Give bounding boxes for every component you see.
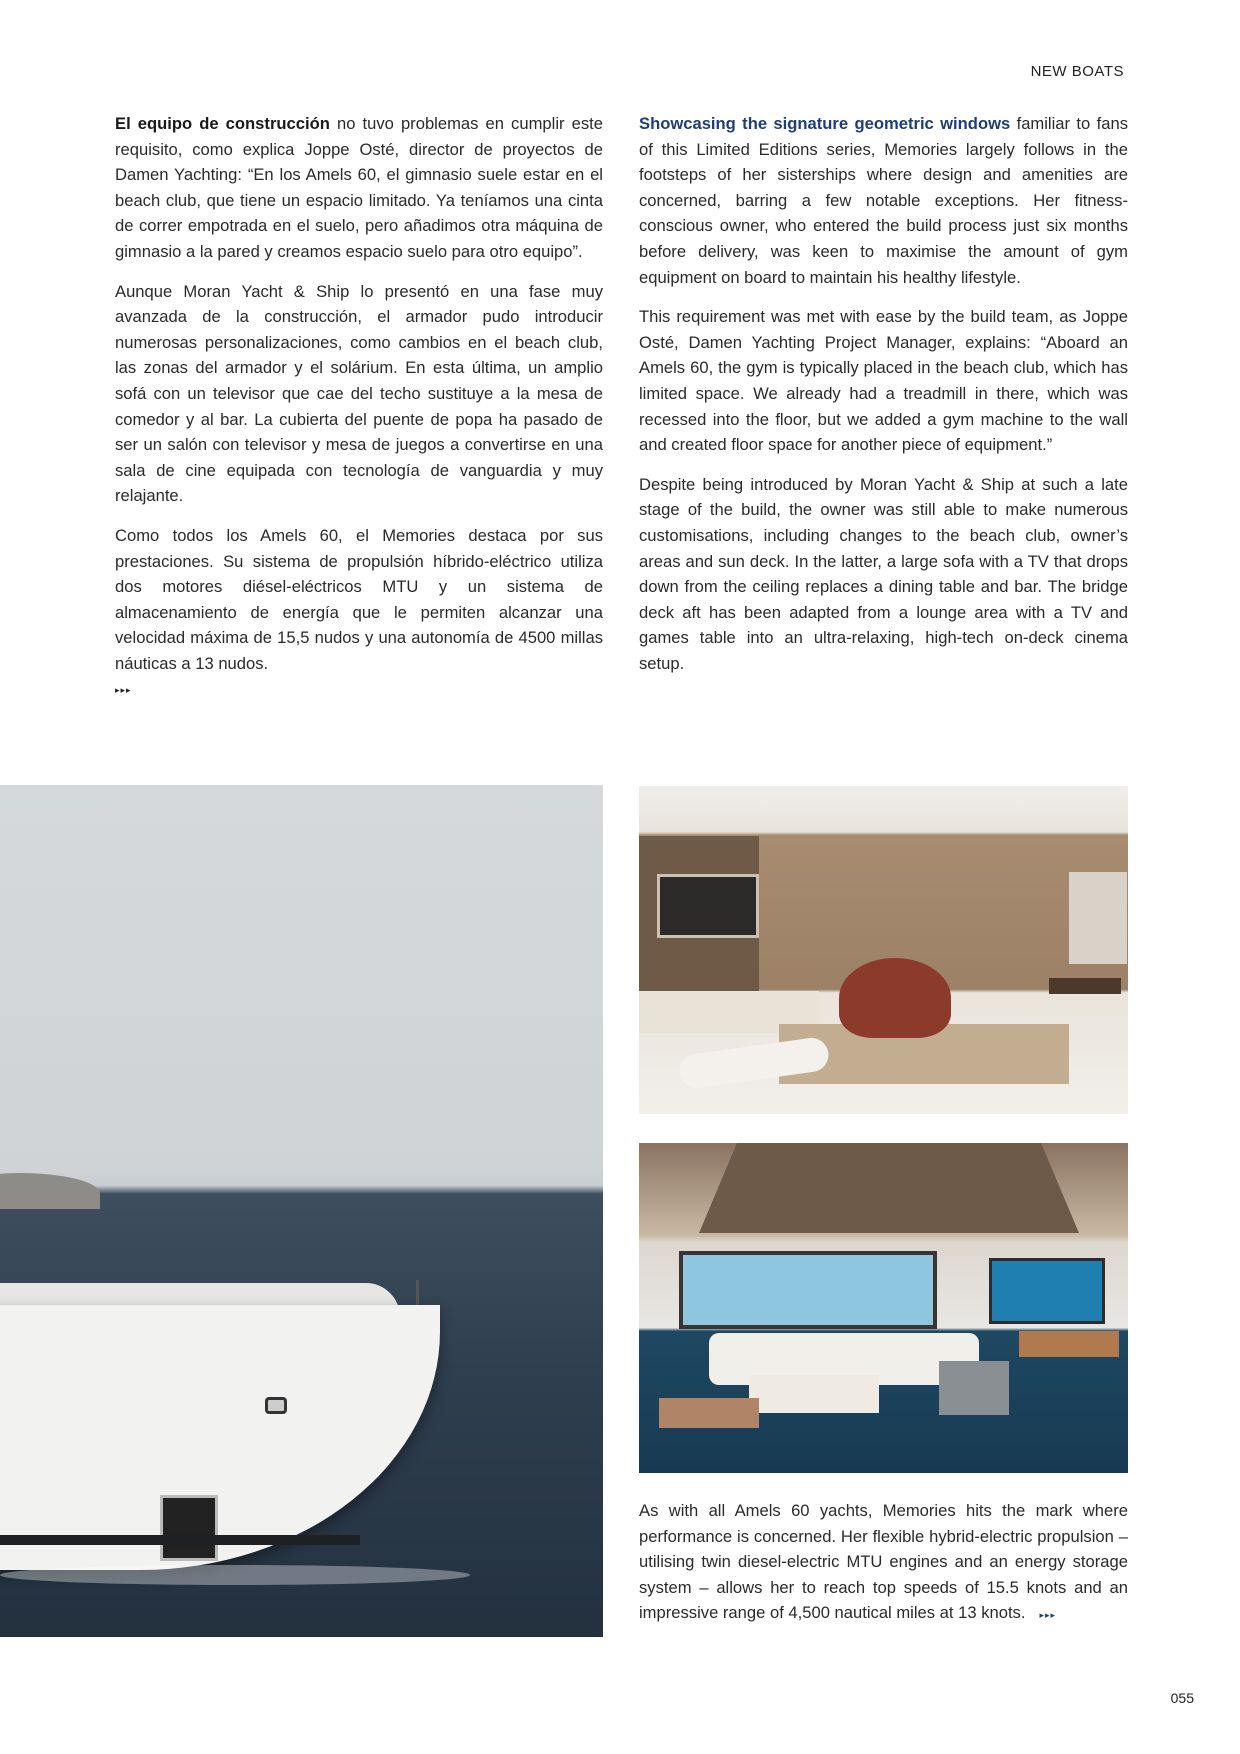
ceiling-panel — [699, 1143, 1079, 1233]
wall-screen — [989, 1258, 1105, 1324]
panoramic-windows — [679, 1251, 937, 1329]
interior-photo-gym-lounge — [639, 786, 1128, 1114]
english-paragraph-2: This requirement was met with ease by the build team, as Joppe Osté, Damen Yachting Project Manager, explains: “Aboard an Amels 60, the gym is typically placed in the beach club, which has limited space. We already had a treadmill in there, which was recessed into the floor, but we added a gym machine to the wall and created floor space for another piece of equipment.” — [639, 307, 1128, 455]
english-lead: Showcasing the signature geometric windows — [639, 114, 1011, 133]
spanish-p1-text: no tuvo problemas en cumplir este requisito, como explica Joppe Osté, director de proyectos de Damen Yachting: “En los Amels 60, el gimnasio suele estar en el beach club, que tiene un espacio limitado. Ya teníamos una cinta de correr empotrada en el suelo, pero añadimos otra máquina de gimnasio a la pared y creamos espacio suelo para otro equipo”. — [115, 114, 603, 261]
english-p4-text: As with all Amels 60 yachts, Memories hits the mark where performance is concerned. Her flexible hybrid-electric propulsion – utilising twin diesel-electric MTU engines and an energy storage system – allows her to reach top speeds of 15.5 knots and an impressive range of 4,500 nautical miles at 13 knots. — [639, 1501, 1128, 1623]
yacht-hull — [0, 1305, 440, 1570]
continue-arrows-icon: ▸▸▸ — [1039, 1610, 1057, 1621]
continue-arrows-icon: ▸▸▸ — [115, 685, 132, 696]
wake — [0, 1565, 470, 1585]
english-paragraph-4 — [639, 1498, 1128, 1629]
spanish-paragraph-1 — [115, 111, 603, 265]
spanish-column — [115, 111, 603, 704]
hull-stripe — [0, 1535, 360, 1545]
spanish-paragraph-2: Aunque Moran Yacht & Ship lo presentó en una fase muy avanzada de la construcción, el armador pudo introducir numerosas personalizaciones, como cambios en el beach club, las zonas del armador y el solárium. En esta última, un amplio sofá con un televisor que cae del techo sustituye a la mesa de comedor y al bar. La cubierta del puente de popa ha pasado de ser un salón con televisor y mesa de juegos a convertirse en una sala de cine equipada con tecnología de vanguardia y muy relajante. — [115, 281, 603, 506]
english-column — [639, 111, 1128, 690]
coffee-table — [749, 1375, 879, 1413]
dining-table — [1019, 1331, 1119, 1357]
yacht-photo — [0, 785, 603, 1637]
wall-tv — [657, 874, 759, 938]
anchor-pocket — [160, 1495, 218, 1561]
porthole — [265, 1397, 287, 1414]
spanish-paragraph-3: Como todos los Amels 60, el Memories destaca por sus prestaciones. Su sistema de propulsión híbrido-eléctrico utiliza dos motores diésel-eléctricos MTU y un sistema de almacenamiento de energía que le permiten alcanzar una velocidad máxima de 15,5 nudos y una autonomía de 4500 millas náuticas a 13 nudos. — [115, 525, 603, 673]
page-number: 055 — [1170, 1690, 1194, 1706]
lounge-chair — [939, 1361, 1009, 1415]
distant-hill — [0, 1173, 100, 1209]
side-bench — [1049, 978, 1121, 994]
spanish-lead: El equipo de construcción — [115, 114, 330, 133]
section-label: NEW BOATS — [1030, 63, 1124, 80]
english-paragraph-3: Despite being introduced by Moran Yacht & Ship at such a late stage of the build, the owner was still able to make numerous customisations, including changes to the beach club, owner’s areas and sun deck. In the latter, a large sofa with a TV that drops down from the ceiling replaces a dining table and bar. The bridge deck aft has been adapted from a lounge area with a TV and games table into an ultra-relaxing, high-tech on-deck cinema setup. — [639, 474, 1128, 673]
english-column-bottom — [639, 1498, 1128, 1643]
leather-bench — [659, 1398, 759, 1428]
english-p1-text: familiar to fans of this Limited Editions series, Memories largely follows in the footsteps of her sisterships where design and amenities are concerned, barring a few notable exceptions. Her fitness-conscious owner, who entered the build process just six months before delivery, was keen to maximise the amount of gym equipment on board to maintain his healthy lifestyle. — [639, 114, 1128, 287]
wall-art — [1069, 872, 1127, 964]
interior-photo-main-saloon — [639, 1143, 1128, 1473]
english-paragraph-1 — [639, 111, 1128, 290]
red-armchair — [839, 958, 951, 1038]
